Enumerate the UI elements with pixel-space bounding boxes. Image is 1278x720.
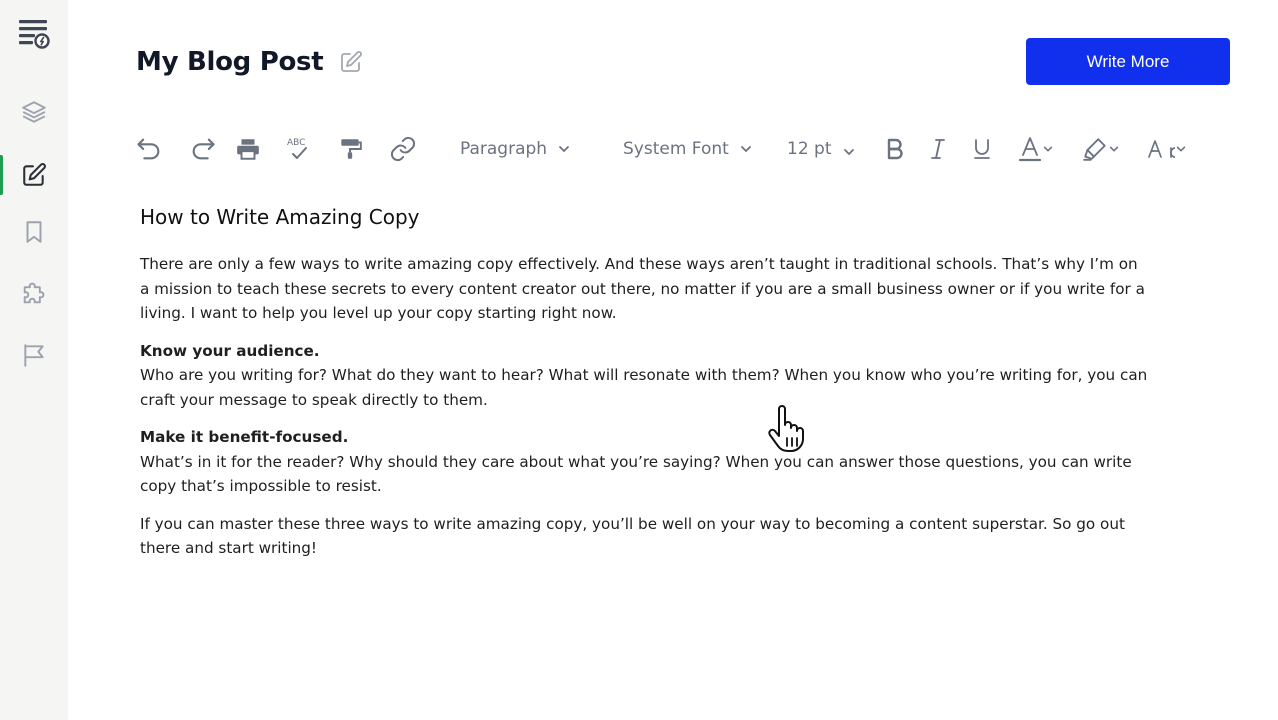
section-audience [140,339,1150,413]
undo-button[interactable] [132,128,166,170]
highlighter-icon [1082,136,1108,162]
bookmark-icon [21,219,47,245]
edit-icon [21,162,47,188]
text-case-button[interactable] [1142,128,1192,170]
section-audience-title: Know your audience. [140,341,320,360]
app-logo-icon [18,17,50,49]
insert-link-button[interactable] [386,128,420,170]
spellcheck-button[interactable] [282,128,316,170]
layers-icon [21,99,47,125]
highlight-color-button[interactable] [1078,128,1124,170]
underline-button[interactable] [968,128,996,170]
paragraph-style-select[interactable] [460,128,571,170]
format-painter-icon [337,136,363,162]
sidebar-item-plugins[interactable] [0,268,68,318]
spellcheck-icon [285,135,313,163]
puzzle-icon [20,279,48,307]
font-family-label: System Font [623,139,729,159]
document-heading: How to Write Amazing Copy [140,205,420,229]
editor-toolbar [132,128,1202,170]
chevron-down-icon [1108,143,1120,155]
bold-button[interactable] [880,128,910,170]
section-benefit-body: What’s in it for the reader? Why should they care about what you’re saying? When you can answer those questions, you can write copy that’s impossible to resist. [140,452,1132,495]
document-editor[interactable] [140,200,1150,574]
section-benefit [140,425,1150,499]
paragraph-style-label: Paragraph [460,139,548,159]
sidebar-item-bookmarks[interactable] [0,207,68,257]
sidebar-item-flags[interactable] [0,330,68,380]
conclusion-paragraph: If you can master these three ways to write amazing copy, you’ll be well on your way to becoming a content superstar. So go out there and start writing! [140,514,1125,557]
italic-icon [928,137,948,161]
link-icon [389,135,417,163]
sidebar-item-edit[interactable] [0,150,68,200]
undo-icon [135,135,163,163]
write-more-button[interactable]: Write More [1026,38,1230,85]
title-row [136,40,363,84]
text-color-icon [1018,136,1042,162]
flag-icon [21,342,47,368]
chevron-down-icon [1175,143,1187,155]
italic-button[interactable] [924,128,952,170]
section-audience-body: Who are you writing for? What do they want to hear? What will resonate with them? When you know who you’re writing for, you can craft your message to speak directly to them. [140,366,1148,409]
print-icon [235,136,261,162]
edit-title-icon [339,50,363,74]
hand-cursor-icon [766,405,810,453]
font-size-label: 12 pt [787,139,832,159]
section-benefit-title: Make it benefit-focused. [140,428,349,446]
app-logo[interactable] [0,8,68,58]
page-title: My Blog Post [136,47,324,77]
redo-icon [189,135,217,163]
svg-text:ABC: ABC [287,138,306,148]
redo-button[interactable] [186,128,220,170]
edit-title-button[interactable] [339,50,363,74]
chevron-down-icon [739,142,753,156]
bold-icon [884,137,906,161]
text-color-button[interactable] [1012,128,1060,170]
underline-icon [972,137,992,161]
sidebar [0,0,68,720]
font-family-select[interactable] [623,128,753,170]
chevron-down-icon [1042,143,1054,155]
chevron-down-icon [557,142,571,156]
font-size-select[interactable] [787,128,856,170]
chevron-down-icon [842,145,856,159]
intro-paragraph: There are only a few ways to write amazing copy effectively. And these ways aren’t taught in traditional schools. That’s why I’m on a mission to teach these secrets to every content creator out there, no matter if you are a small business owner or if you write for a living. I want to help you level up your copy starting right now. [140,255,1145,322]
print-button[interactable] [232,128,264,170]
text-case-icon [1147,137,1175,161]
format-painter-button[interactable] [334,128,366,170]
sidebar-item-layers[interactable] [0,87,68,137]
